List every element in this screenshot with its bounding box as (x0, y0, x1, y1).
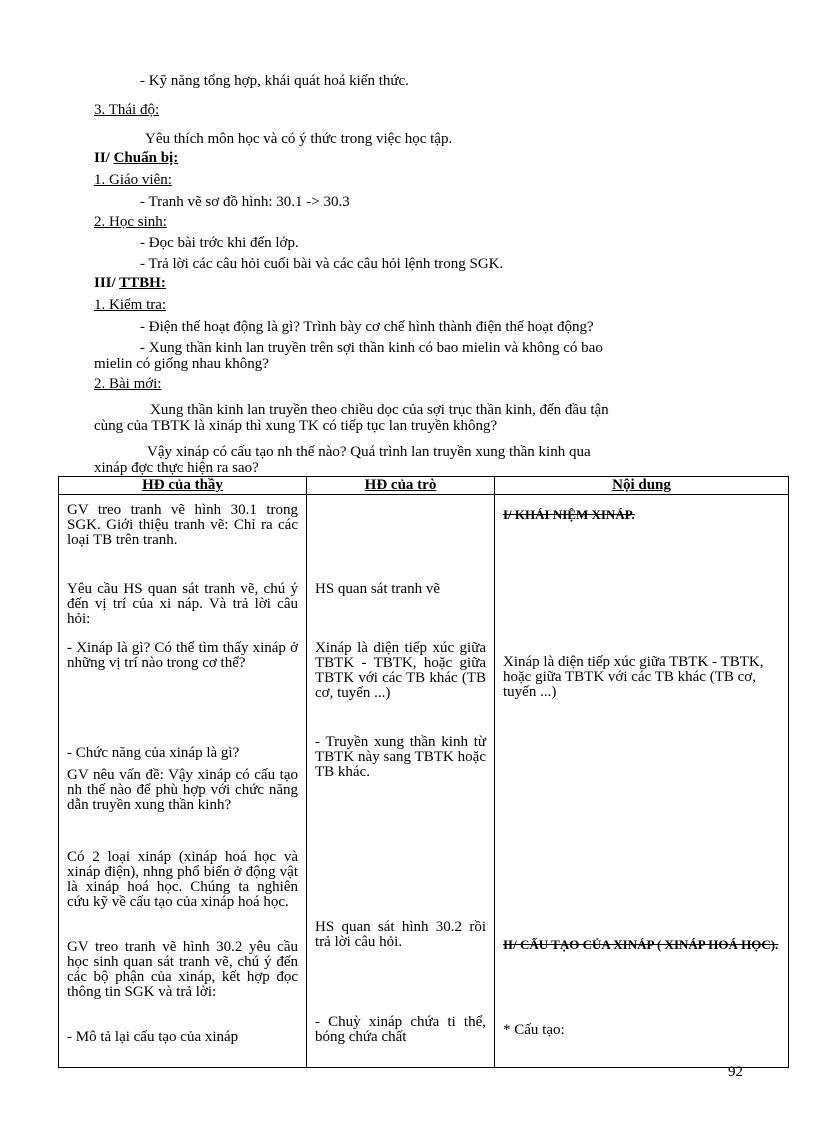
new-lesson-para1a: Xung thần kinh lan truyền theo chiều dọc của sợi trục thần kinh, đến đầu tận (150, 402, 609, 418)
teacher-step-8: - Mô tả lại cấu tạo của xináp (67, 1029, 239, 1045)
table-header-row (59, 477, 789, 495)
section2-heading (94, 150, 178, 166)
student-item-2: - Trả lời các câu hỏi cuối bài và các câu hỏi lệnh trong SGK. (140, 256, 504, 272)
teacher-column (59, 495, 307, 1068)
teacher-step-1: GV treo tranh vẽ hình 30.1 trong SGK. Giới thiệu tranh vẽ: Chỉ ra các loại TB trên tranh. (67, 502, 298, 548)
check-question-1: - Điện thế hoạt động là gì? Trình bày cơ chế hình thành điện thế hoạt động? (140, 319, 594, 335)
content-definition: Xináp là diện tiếp xúc giữa TBTK - TBTK, hoặc giữa TBTK với các TB khác (TB cơ, tuyến ...) (503, 654, 764, 700)
header-content: Nội dung (495, 477, 789, 495)
teacher-item: - Tranh vẽ sơ đồ hình: 30.1 -> 30.3 (140, 194, 350, 210)
student-answer-1: HS quan sát tranh vẽ (315, 581, 440, 597)
table-row (59, 495, 789, 1068)
student-answer-4: HS quan sát hình 30.2 rồi trả lời câu hỏi. (315, 919, 486, 950)
student-answer-2: Xináp là diện tiếp xúc giữa TBTK - TBTK, hoặc giữa TBTK với các TB khác (TB cơ, tuyến ...) (315, 640, 486, 701)
teacher-step-3: - Xináp là gì? Có thể tìm thấy xináp ở những vị trí nào trong cơ thể? (67, 640, 298, 671)
section3-heading (94, 275, 166, 291)
student-heading: 2. Học sinh: (94, 214, 167, 230)
page-number: 92 (728, 1064, 743, 1080)
teacher-step-2: Yêu cầu HS quan sát tranh vẽ, chú ý đến vị trí của xi náp. Và trả lời câu hỏi: (67, 581, 298, 627)
new-lesson-para1b: cùng của TBTK là xináp thì xung TK có tiếp tục lan truyền không? (94, 418, 498, 434)
teacher-step-7: GV treo tranh vẽ hình 30.2 yêu cầu học sinh quan sát tranh vẽ, chú ý đến các bộ phận của xináp, kết hợp đọc thông tin SGK và trả lời: (67, 939, 298, 1000)
teacher-step-6: Có 2 loại xináp (xináp hoá học và xináp điện), nhng phổ biến ở động vật là xináp hoá học. Chúng ta nghiên cứu kỹ về cấu tạo của xináp hoá học. (67, 849, 298, 910)
student-item-1: - Đọc bài trớc khi đến lớp. (140, 235, 299, 251)
student-answer-3: - Truyền xung thần kinh từ TBTK này sang TBTK hoặc TB khác. (315, 734, 486, 780)
new-lesson-para2b: xináp đợc thực hiện ra sao? (94, 460, 259, 476)
student-answer-5: - Chuỳ xináp chứa ti thể, bóng chứa chất (315, 1014, 486, 1045)
student-column (307, 495, 495, 1068)
section2-number: II/ (94, 150, 110, 166)
content-structure-label: * Cấu tạo: (503, 1022, 565, 1038)
content-heading-2: II/ CẤU TẠO CỦA XINÁP ( XINÁP HOÁ HỌC). (503, 937, 779, 952)
new-lesson-heading: 2. Bài mới: (94, 376, 162, 392)
header-teacher-activity: HĐ của thầy (59, 477, 307, 495)
teacher-step-5: GV nêu vấn đề: Vậy xináp có cấu tạo nh thế nào để phù hợp với chức năng dẫn truyền xung thần kinh? (67, 767, 298, 813)
section3-title: TTBH: (119, 275, 166, 291)
check-question-2b: mielin có giống nhau không? (94, 356, 269, 372)
section2-title: Chuẩn bị: (113, 150, 179, 166)
check-heading: 1. Kiểm tra: (94, 297, 167, 313)
header-student-activity: HĐ của trò (307, 477, 495, 495)
attitude-text: Yêu thích môn học và có ý thức trong việc học tập. (145, 131, 453, 147)
section3-number: III/ (94, 275, 116, 291)
content-heading-1: I/ KHÁI NIỆM XINÁP. (503, 507, 635, 522)
skill-line: - Kỹ năng tổng hợp, khái quát hoá kiến thức. (140, 73, 409, 89)
teacher-heading: 1. Giáo viên: (94, 172, 172, 188)
new-lesson-para2a: Vậy xináp có cấu tạo nh thế nào? Quá trình lan truyền xung thần kinh qua (147, 444, 591, 460)
check-question-2a: - Xung thần kinh lan truyền trên sợi thần kinh có bao mielin và không có bao (140, 340, 603, 356)
attitude-heading: 3. Thái độ: (94, 102, 160, 118)
teacher-step-4: - Chức năng của xináp là gì? (67, 745, 240, 761)
content-column (495, 495, 789, 1068)
lesson-activity-table (58, 476, 789, 1068)
